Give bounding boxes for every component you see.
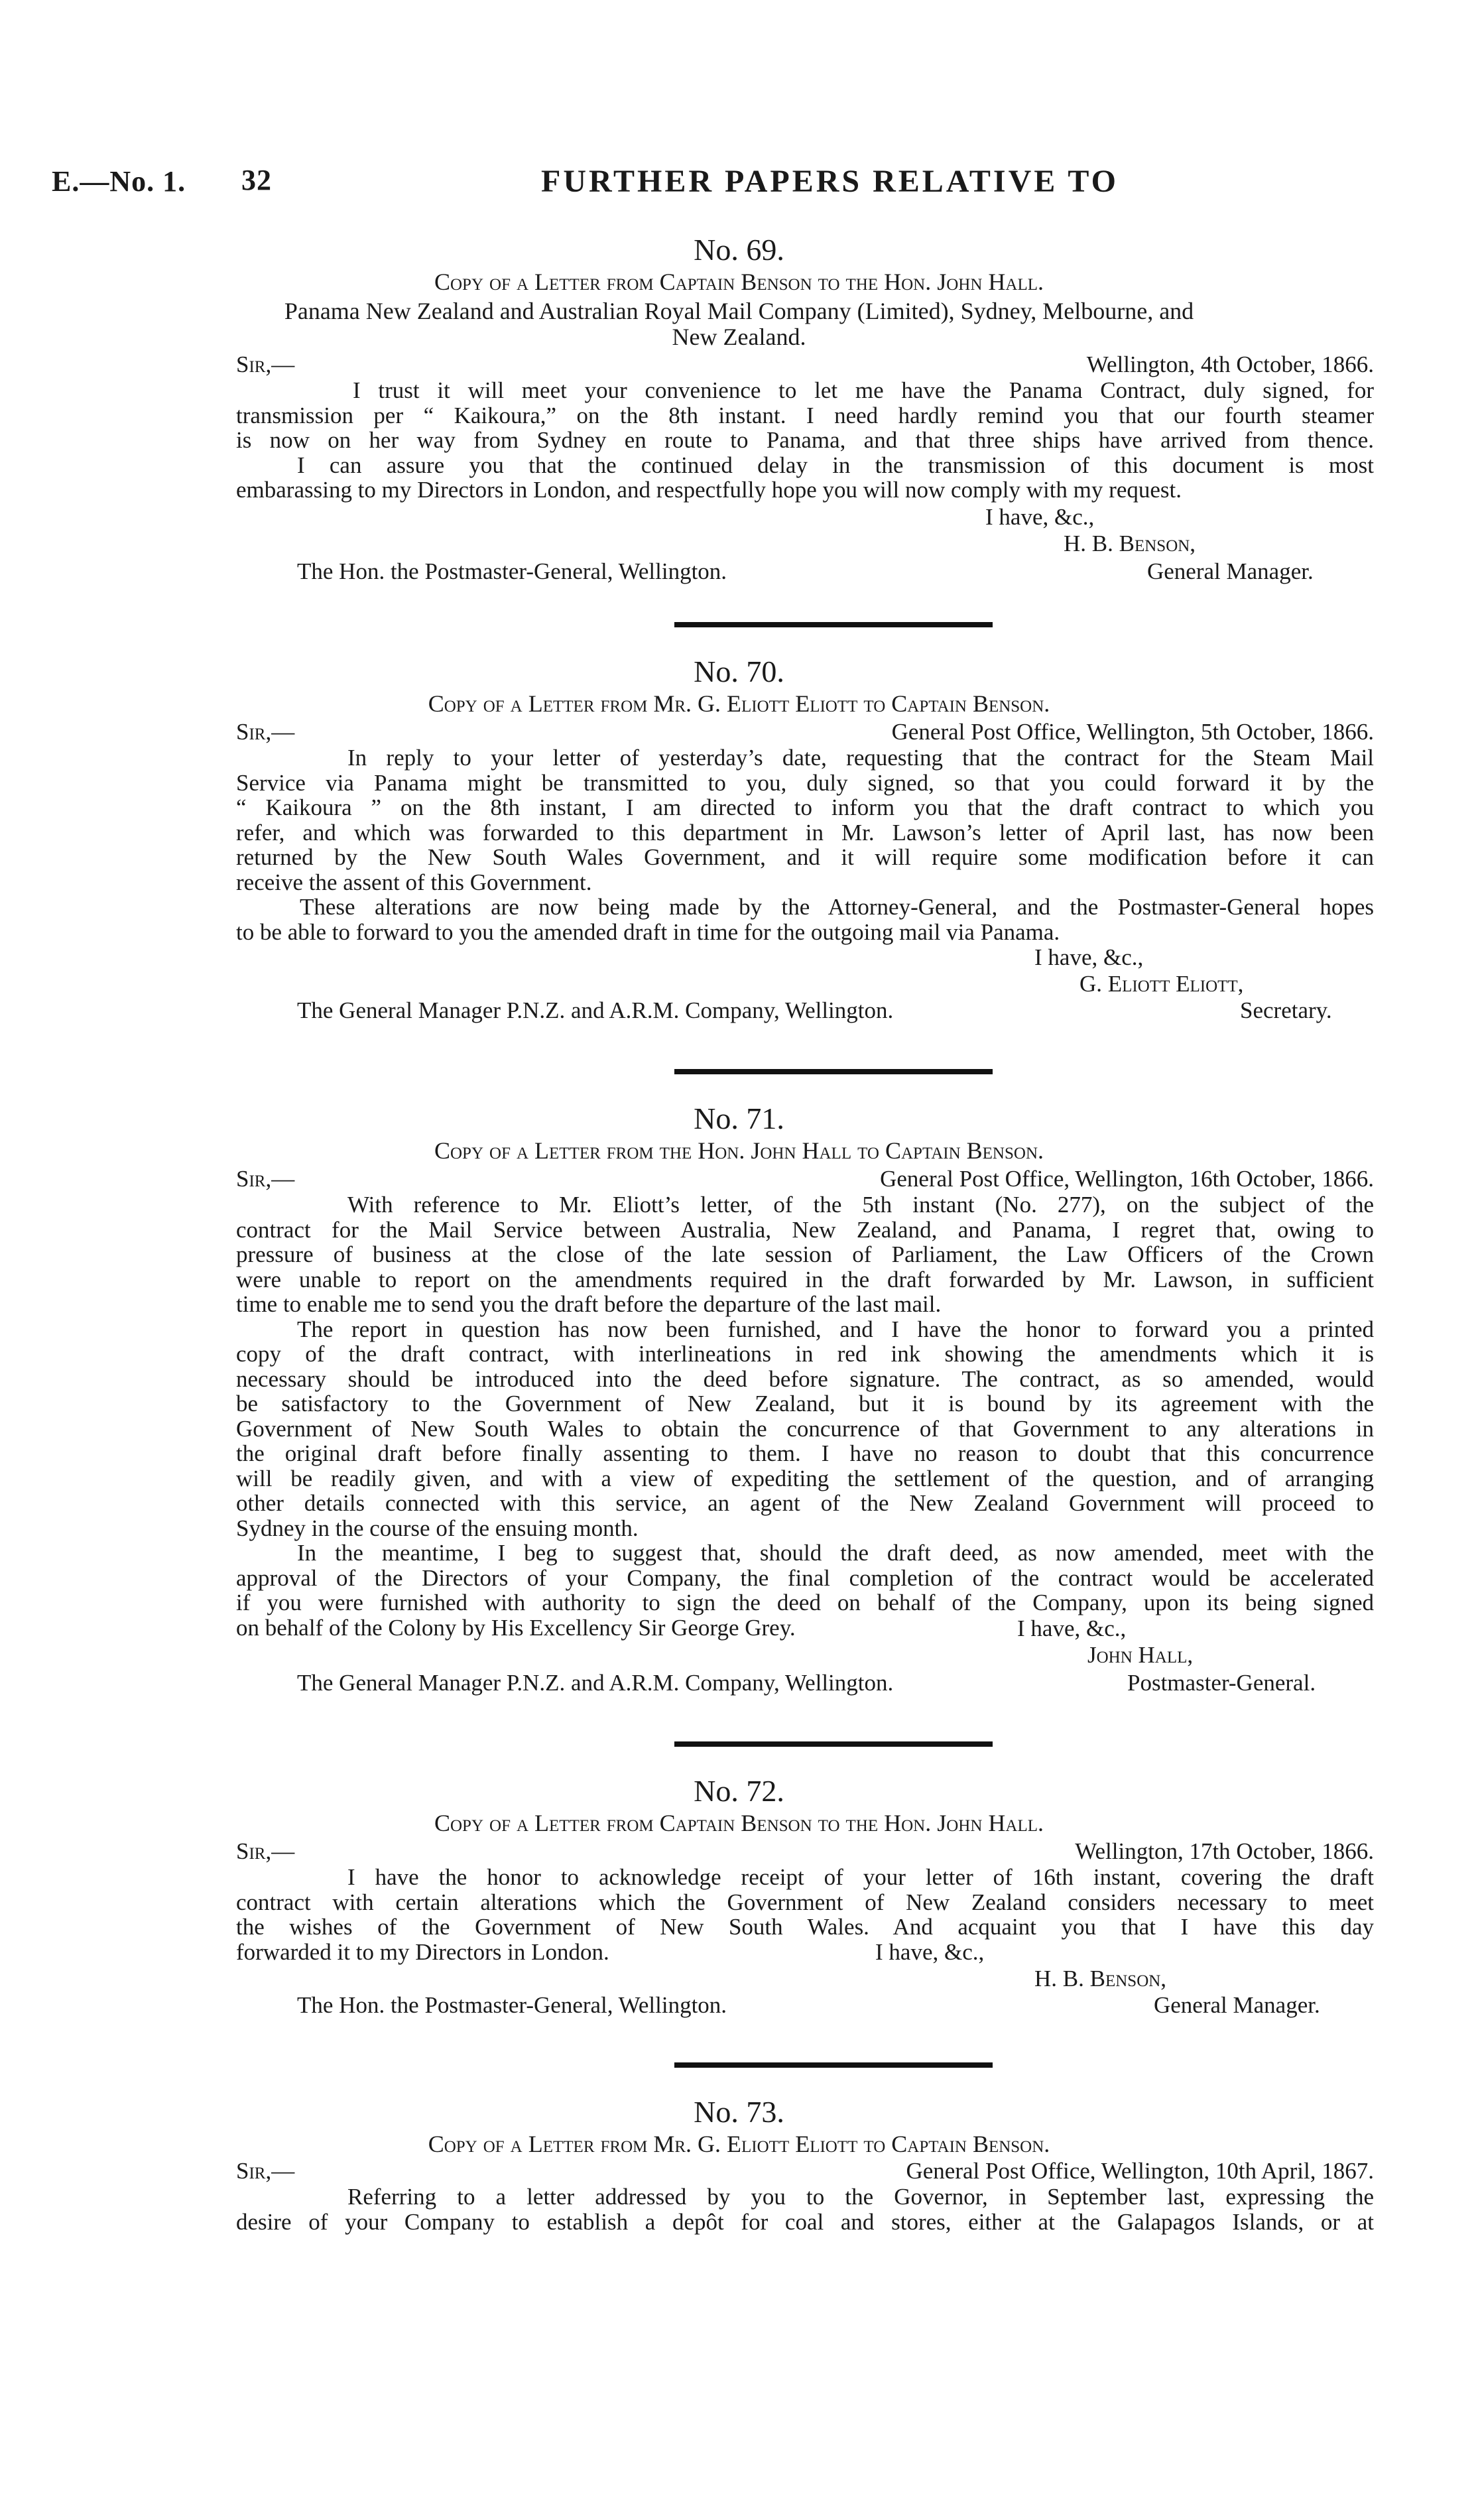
place-date: General Post Office, Wellington, 5th October, 1866. bbox=[891, 719, 1374, 745]
addressee: The Hon. the Postmaster-General, Wellington. bbox=[297, 558, 727, 584]
letter-caption: Copy of a Letter from Captain Benson to the Hon. John Hall. bbox=[434, 1810, 1044, 1836]
closing: I have, &c., bbox=[1017, 1615, 1127, 1641]
letter-body bbox=[236, 378, 1374, 503]
section-divider bbox=[674, 622, 993, 627]
signature: H. B. Benson, bbox=[1064, 531, 1196, 556]
letter-caption: Copy of a Letter from Mr. G. Eliott Eliott to Captain Benson. bbox=[428, 2131, 1050, 2157]
signer-title: Postmaster-General. bbox=[1127, 1670, 1316, 1696]
text-line: returned by the New South Wales Government, and it will require some modification before it can bbox=[236, 844, 1374, 870]
salutation: Sir,— bbox=[236, 351, 295, 377]
letter-number: No. 70. bbox=[694, 655, 784, 688]
text-line: is now on her way from Sydney en route to Panama, and that three ships have arrived from thence. bbox=[236, 427, 1374, 453]
text-line: forwarded it to my Directors in London. bbox=[236, 1938, 609, 1965]
text-line: I have the honor to acknowledge receipt of your letter of 16th instant, covering the draft bbox=[347, 1864, 1374, 1890]
letter-body bbox=[236, 1192, 1374, 1640]
place-date: Wellington, 4th October, 1866. bbox=[1086, 351, 1374, 377]
letter-body bbox=[236, 745, 1374, 944]
text-line: contract with certain alterations which the Government of New Zealand considers necessary to meet bbox=[236, 1889, 1374, 1915]
place-date: Wellington, 17th October, 1866. bbox=[1075, 1838, 1374, 1864]
text-line: I can assure you that the continued delay in the transmission of this document is most bbox=[297, 452, 1374, 478]
addressee: The General Manager P.N.Z. and A.R.M. Company, Wellington. bbox=[297, 997, 894, 1023]
text-line: the wishes of the Government of New South Wales. And acquaint you that I have this day bbox=[236, 1914, 1374, 1940]
text-line: refer, and which was forwarded to this department in Mr. Lawson’s letter of April last, has now been bbox=[236, 819, 1374, 846]
text-line: receive the assent of this Government. bbox=[236, 869, 592, 895]
text-line: other details connected with this service, an agent of the New Zealand Government will proceed to bbox=[236, 1490, 1374, 1516]
letter-subcaption: Panama New Zealand and Australian Royal Mail Company (Limited), Sydney, Melbourne, and bbox=[284, 298, 1194, 324]
text-line: The report in question has now been furnished, and I have the honor to forward you a printed bbox=[297, 1316, 1374, 1342]
text-line: With reference to Mr. Eliott’s letter, of the 5th instant (No. 277), on the subject of the bbox=[347, 1192, 1374, 1218]
text-line: I trust it will meet your convenience to let me have the Panama Contract, duly signed, for bbox=[353, 377, 1374, 403]
addressee: The Hon. the Postmaster-General, Wellington. bbox=[297, 1992, 727, 2018]
text-line: be satisfactory to the Government of New Zealand, but it is bound by its agreement with the bbox=[236, 1391, 1374, 1417]
salutation: Sir,— bbox=[236, 1838, 295, 1864]
place-date: General Post Office, Wellington, 16th October, 1866. bbox=[880, 1166, 1374, 1192]
section-divider bbox=[674, 1069, 993, 1074]
letter-number: No. 69. bbox=[694, 233, 784, 267]
text-line: In reply to your letter of yesterday’s date, requesting that the contract for the Steam Mail bbox=[347, 745, 1374, 771]
signature: H. B. Benson, bbox=[1034, 1966, 1167, 1991]
salutation: Sir,— bbox=[236, 719, 295, 745]
text-line: the original draft before finally assenting to them. I have no reason to doubt that this concurrence bbox=[236, 1440, 1374, 1466]
text-line: Referring to a letter addressed by you to the Governor, in September last, expressing the bbox=[347, 2184, 1374, 2210]
text-line: contract for the Mail Service between Australia, New Zealand, and Panama, I regret that, owing to bbox=[236, 1216, 1374, 1243]
text-line: Sydney in the course of the ensuing month. bbox=[236, 1515, 639, 1541]
text-line: will be readily given, and with a view of expediting the settlement of the question, and of arranging bbox=[236, 1465, 1374, 1491]
text-line: to be able to forward to you the amended draft in time for the outgoing mail via Panama. bbox=[236, 918, 1060, 945]
text-line: embarassing to my Directors in London, and respectfully hope you will now comply with my request. bbox=[236, 477, 1182, 503]
letter-subcaption: New Zealand. bbox=[672, 324, 806, 350]
place-date: General Post Office, Wellington, 10th April, 1867. bbox=[906, 2158, 1374, 2184]
section-divider bbox=[674, 1741, 993, 1747]
header-ref: E.—No. 1. bbox=[52, 165, 186, 198]
closing: I have, &c., bbox=[1034, 944, 1144, 970]
letter-caption: Copy of a Letter from Mr. G. Eliott Eliott to Captain Benson. bbox=[428, 690, 1050, 717]
letter-number: No. 72. bbox=[694, 1774, 784, 1808]
letter-number: No. 73. bbox=[694, 2095, 784, 2129]
text-line: on behalf of the Colony by His Excellency Sir George Grey. bbox=[236, 1614, 796, 1641]
signer-title: General Manager. bbox=[1147, 558, 1314, 584]
closing: I have, &c., bbox=[985, 504, 1095, 530]
closing: I have, &c., bbox=[875, 1939, 985, 1965]
text-line: transmission per “ Kaikoura,” on the 8th instant. I need hardly remind you that our fourth steamer bbox=[236, 402, 1374, 428]
text-line: were unable to report on the amendments required in the draft forwarded by Mr. Lawson, in sufficient bbox=[236, 1266, 1374, 1292]
text-line: time to enable me to send you the draft before the departure of the last mail. bbox=[236, 1291, 942, 1317]
text-line: In the meantime, I beg to suggest that, should the draft deed, as now amended, meet with the bbox=[297, 1540, 1374, 1566]
text-line: necessary should be introduced into the deed before signature. The contract, as so amended, would bbox=[236, 1365, 1374, 1392]
text-line: Government of New South Wales to obtain the concurrence of that Government to any alterations in bbox=[236, 1415, 1374, 1442]
signer-title: General Manager. bbox=[1154, 1992, 1320, 2018]
text-line: copy of the draft contract, with interlineations in red ink showing the amendments which it is bbox=[236, 1341, 1374, 1367]
header-page-number: 32 bbox=[241, 164, 272, 196]
letter-caption: Copy of a Letter from Captain Benson to the Hon. John Hall. bbox=[434, 269, 1044, 295]
header-title: FURTHER PAPERS RELATIVE TO bbox=[541, 164, 1119, 199]
text-line: desire of your Company to establish a depôt for coal and stores, either at the Galapagos Islands, or at bbox=[236, 2208, 1374, 2235]
letter-number: No. 71. bbox=[694, 1102, 784, 1135]
text-line: Service via Panama might be transmitted to you, duly signed, so that you could forward it by the bbox=[236, 769, 1374, 796]
salutation: Sir,— bbox=[236, 2158, 295, 2184]
text-line: if you were furnished with authority to sign the deed on behalf of the Company, upon its being signed bbox=[236, 1590, 1374, 1615]
letter-body bbox=[236, 1865, 1374, 1964]
letter-caption: Copy of a Letter from the Hon. John Hall to Captain Benson. bbox=[434, 1137, 1044, 1164]
text-line: approval of the Directors of your Company, the final completion of the contract would be accelerated bbox=[236, 1564, 1374, 1591]
text-line: pressure of business at the close of the late session of Parliament, the Law Officers of the Crown bbox=[236, 1241, 1374, 1267]
signer-title: Secretary. bbox=[1240, 997, 1332, 1023]
addressee: The General Manager P.N.Z. and A.R.M. Company, Wellington. bbox=[297, 1670, 894, 1696]
signature: John Hall, bbox=[1087, 1642, 1194, 1668]
section-divider bbox=[674, 2062, 993, 2068]
salutation: Sir,— bbox=[236, 1166, 295, 1192]
text-line: These alterations are now being made by the Attorney-General, and the Postmaster-General hopes bbox=[300, 894, 1374, 920]
text-line: “ Kaikoura ” on the 8th instant, I am directed to inform you that the draft contract to which you bbox=[236, 794, 1374, 820]
letter-body bbox=[236, 2184, 1374, 2234]
signature: G. Eliott Eliott, bbox=[1079, 971, 1244, 997]
